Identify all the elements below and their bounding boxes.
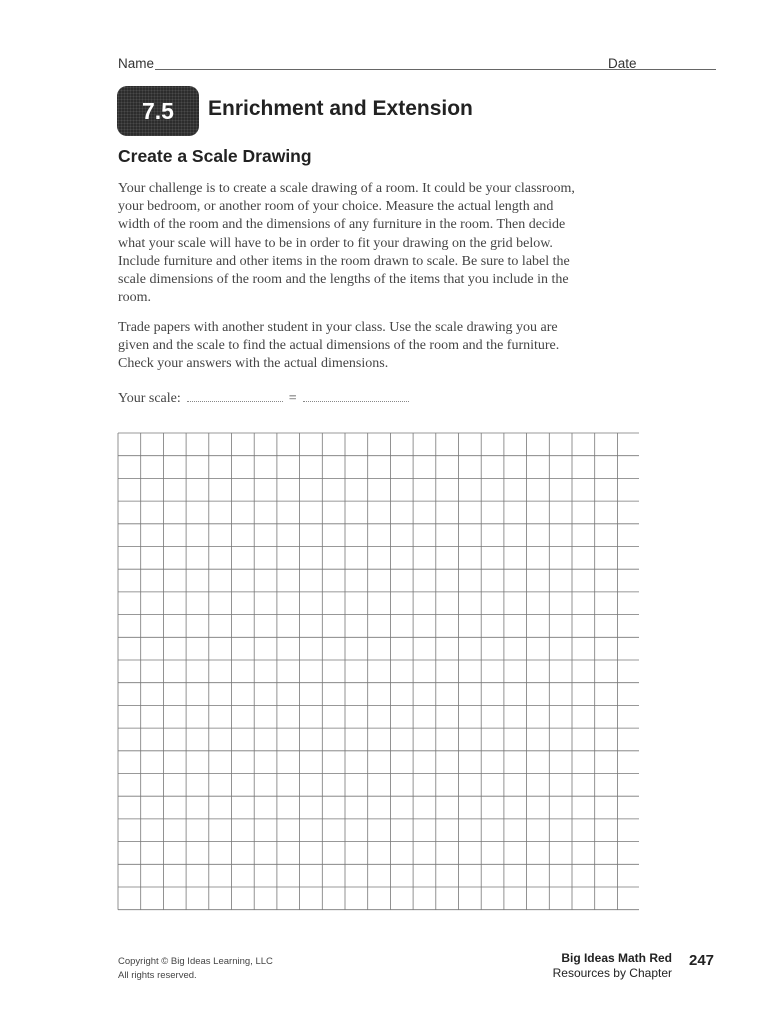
paragraph-line: given and the scale to find the actual dimensions of the room and the furniture. (118, 338, 560, 354)
paragraph-line: Include furniture and other items in the room drawn to scale. Be sure to label the (118, 253, 570, 269)
paragraph-line: scale dimensions of the room and the lengths of the items that you include in the (118, 272, 569, 288)
scale-equals-sign: = (288, 391, 297, 406)
scale-label: Your scale: (118, 391, 181, 406)
name-date-row (118, 56, 718, 74)
date-label: Date (608, 56, 637, 71)
paragraph-line: Trade papers with another student in your class. Use the scale drawing you are (118, 320, 558, 335)
section-number-badge: 7.5 (117, 86, 199, 136)
book-title-block (553, 951, 672, 981)
name-label: Name (118, 56, 155, 71)
paragraph-line: room. (118, 290, 152, 306)
paragraph-line: Your challenge is to create a scale drawing of a room. It could be your classroom, (118, 181, 575, 196)
copyright-notice (118, 955, 273, 983)
rights-line: All rights reserved. (118, 970, 197, 981)
paragraph-line: your bedroom, or another room of your choice. Measure the actual length and (118, 199, 554, 215)
section-title: Enrichment and Extension (208, 97, 473, 120)
paragraph-line: width of the room and the dimensions of any furniture in the room. Then decide (118, 217, 566, 233)
paragraph-line: what your scale will have to be in order to fit your drawing on the grid below. (118, 235, 553, 251)
book-title: Big Ideas Math Red (561, 951, 672, 965)
drawing-grid[interactable] (117, 432, 639, 922)
instructions-paragraph-1 (118, 180, 618, 307)
book-subtitle: Resources by Chapter (552, 966, 672, 980)
scale-actual-length-field[interactable] (303, 387, 409, 402)
copyright-line: Copyright © Big Ideas Learning, LLC (118, 956, 273, 967)
paragraph-line: Check your answers with the actual dimensions. (118, 356, 389, 372)
scale-row (118, 387, 409, 407)
activity-title: Create a Scale Drawing (118, 146, 312, 166)
page-number: 247 (689, 952, 715, 969)
scale-drawing-length-field[interactable] (187, 387, 283, 402)
date-field[interactable] (639, 69, 716, 70)
instructions-paragraph-2 (118, 319, 618, 374)
